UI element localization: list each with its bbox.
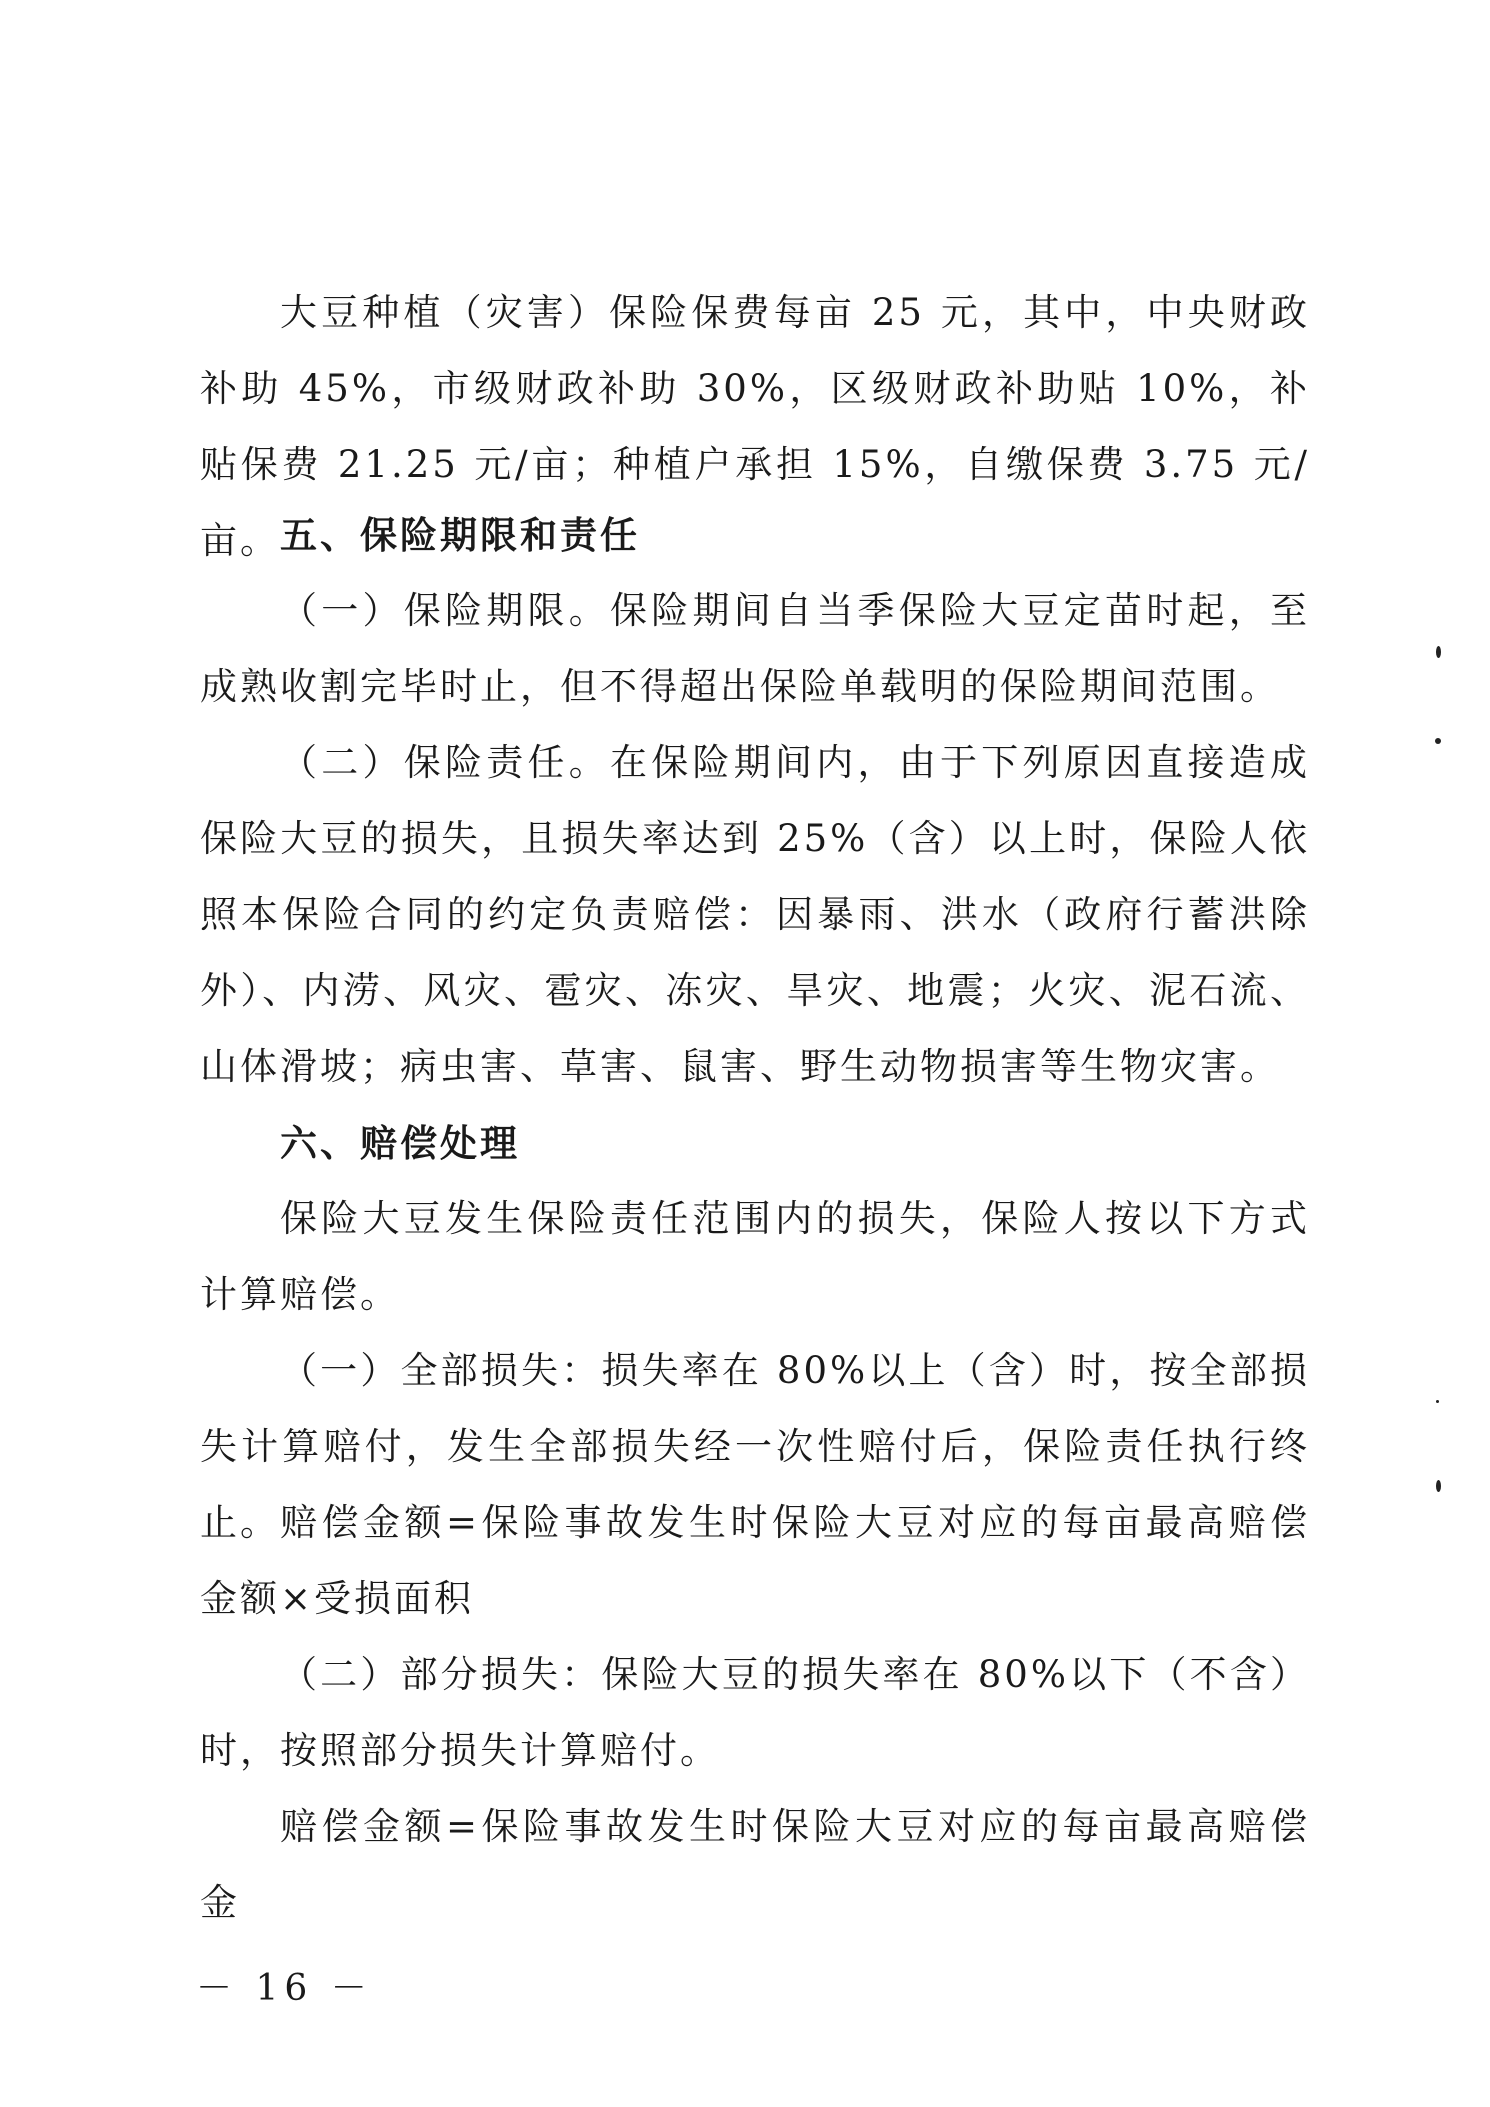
total-loss-paragraph: （一）全部损失：损失率在 80%以上（含）时，按全部损失计算赔付，发生全部损失经一次性赔付后，保险责任执行终止。 [200,1349,1310,1544]
binding-mark [1436,646,1441,658]
partial-loss-paragraph: （二）部分损失：保险大豆的损失率在 80%以下（不含）时，按照部分损失计算赔付。 [200,1653,1310,1772]
partial-loss-formula: 赔偿金额=保险事故发生时保险大豆对应的每亩最高赔偿金 [200,1805,1310,1924]
insurance-liability-paragraph: （二）保险责任。在保险期间内，由于下列原因直接造成保险大豆的损失，且损失率达到 25%（含）以上时，保险人依照本保险合同的约定负责赔偿：因暴雨、洪水（政府行蓄洪除外）、内涝、风灾、雹灾、冻灾、旱灾、地震；火灾、泥石流、山体滑坡；病虫害、草害、鼠害、野生动物损害等生物灾害。 [200,741,1310,1088]
binding-mark [1435,738,1441,744]
section-6-heading: 六、赔偿处理 [280,1122,520,1165]
binding-mark [1436,1480,1441,1492]
premium-paragraph: 大豆种植（灾害）保险保费每亩 25 元，其中，中央财政补助 45%，市级财政补助 30%，区级财政补助贴 10%，补贴保费 21.25 元/亩；种植户承担 15%，自缴保费 3.75 元/亩。 [200,291,1310,562]
page-number: － 16 － [196,1968,373,2009]
binding-mark [1436,1400,1439,1403]
claims-intro-paragraph: 保险大豆发生保险责任范围内的损失，保险人按以下方式计算赔偿。 [200,1197,1310,1316]
insurance-period-paragraph: （一）保险期限。保险期间自当季保险大豆定苗时起，至成熟收割完毕时止，但不得超出保险单载明的保险期间范围。 [200,589,1310,708]
total-loss-formula: 赔偿金额=保险事故发生时保险大豆对应的每亩最高赔偿金额×受损面积 [200,1501,1310,1620]
section-5-heading: 五、保险期限和责任 [280,514,640,557]
